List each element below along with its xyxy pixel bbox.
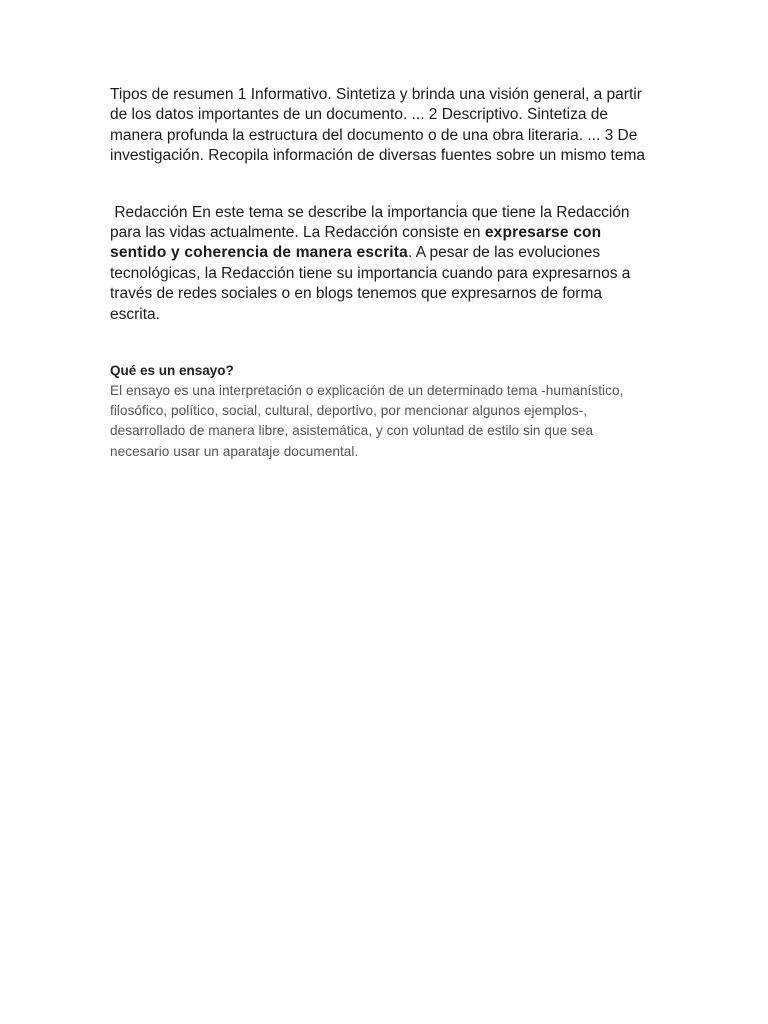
- essay-definition-paragraph: El ensayo es una interpretación o explicación de un determinado tema -humanístico, filosófico, político, social, cultural, deportivo, por mencionar algunos ejemplos-, desarrollado de manera libre, asistemática, y con voluntad de estilo sin que sea necesario usar un aparataje documental.: [110, 383, 624, 459]
- writing-paragraph-intro: Redacción En este tema se describe la importancia que tiene la Redacción para las vidas actualmente. La Redacción consiste en: [110, 203, 634, 242]
- essay-heading: Qué es un ensayo?: [110, 363, 234, 379]
- summary-types-paragraph: Tipos de resumen 1 Informativo. Sintetiza y brinda una visión general, a partir de los datos importantes de un documento. ... 2 Descriptivo. Sintetiza de manera profunda la estructura del documento o de una obra literaria. ... 3 De investigación. Recopila información de diversas fuentes sobre un mismo tema: [110, 86, 646, 165]
- writing-paragraph-bold-definition: expresarse con sentido y coherencia de manera escrita: [110, 224, 606, 262]
- document-content: [110, 85, 655, 462]
- writing-paragraph-continuation: . A pesar de las evoluciones tecnológicas, la Redacción tiene su importancia cuando para expresarnos a través de redes sociales o en blogs tenemos que expresarnos de forma escrita.: [110, 244, 635, 323]
- writing-paragraph: [110, 203, 655, 325]
